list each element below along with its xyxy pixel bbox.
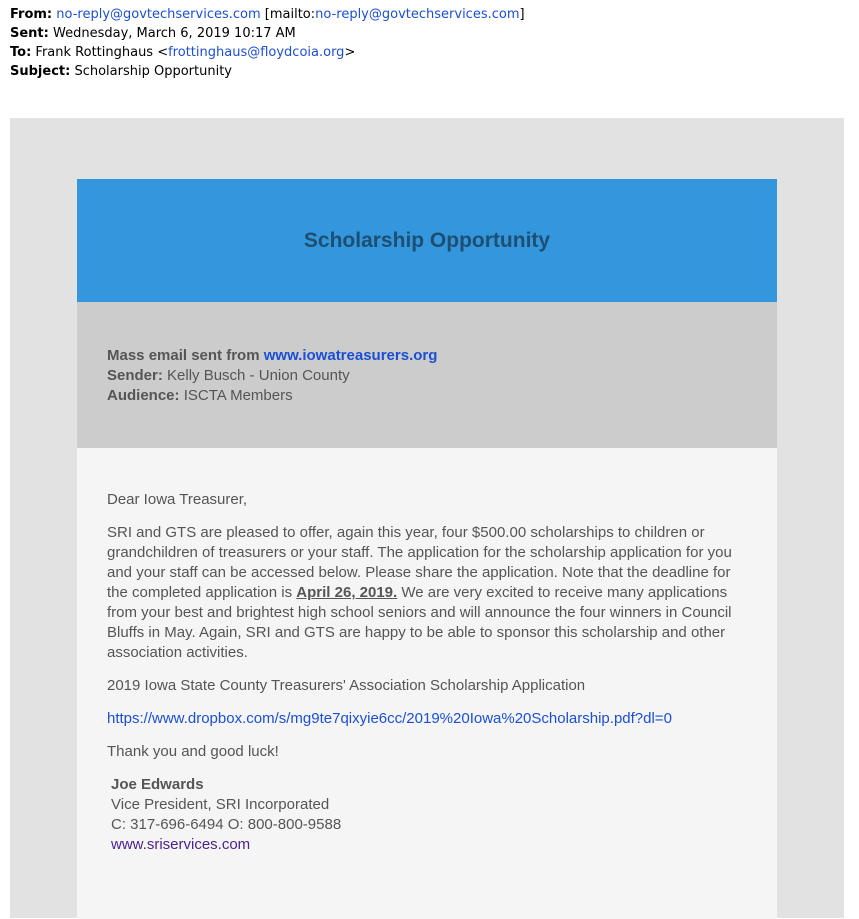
signature-title: Vice President, SRI Incorporated	[111, 796, 330, 813]
mailto-prefix: [mailto:	[264, 7, 316, 22]
application-title: 2019 Iowa State County Treasurers' Association Scholarship Application	[107, 677, 586, 694]
mass-email-line	[107, 346, 747, 366]
sender-label: Sender:	[107, 367, 163, 384]
to-suffix: >	[344, 45, 356, 60]
paragraph-part1: SRI and GTS are pleased to offer, again this year, four $500.00 scholarships to children or grandchildren of treasurers or your staff. The application for the scholarship application for you and your staff can be accessed below. Please share the application. Note that the deadline for the completed application is	[107, 524, 732, 601]
main-paragraph	[107, 523, 747, 663]
email-headers	[10, 5, 525, 81]
audience-value: ISCTA Members	[183, 387, 293, 404]
sender-value: Kelly Busch - Union County	[167, 367, 350, 384]
sriservices-link[interactable]: www.sriservices.com	[111, 836, 251, 853]
title-banner	[77, 179, 777, 302]
to-row	[10, 43, 525, 62]
subject-row	[10, 62, 525, 81]
signature-phones: C: 317-696-6494 O: 800-800-9588	[111, 816, 342, 833]
from-label: From:	[10, 7, 53, 22]
audience-label: Audience:	[107, 387, 180, 404]
audience-line	[107, 386, 747, 406]
signature-name: Joe Edwards	[111, 776, 204, 793]
to-name: Frank Rottinghaus <	[35, 45, 169, 60]
sender-line	[107, 366, 747, 386]
subject-label: Subject:	[10, 64, 71, 79]
subject-value: Scholarship Opportunity	[74, 64, 233, 79]
paragraph-part2: We are very excited to receive many applications from your best and brightest high school seniors and will announce the four winners in Council Bluffs in May. Again, SRI and GTS are happy to be able to sponsor this scholarship and other association activities.	[107, 584, 732, 661]
from-email-link[interactable]: no-reply@govtechservices.com	[56, 7, 261, 22]
info-box	[77, 302, 777, 448]
sent-label: Sent:	[10, 26, 49, 41]
application-dropbox-link[interactable]: https://www.dropbox.com/s/mg9te7qixyie6cc/2019%20Iowa%20Scholarship.pdf?dl=0	[107, 710, 672, 727]
mailto-email-link[interactable]: no-reply@govtechservices.com	[315, 7, 520, 22]
banner-title: Scholarship Opportunity	[303, 228, 551, 252]
email-card	[77, 179, 777, 919]
signature	[111, 775, 747, 855]
closing: Thank you and good luck!	[107, 743, 279, 760]
mass-label: Mass email sent from	[107, 347, 260, 364]
mailto-suffix: ]	[519, 7, 525, 22]
iowatreasurers-link[interactable]: www.iowatreasurers.org	[263, 347, 438, 364]
sent-value: Wednesday, March 6, 2019 10:17 AM	[53, 26, 296, 41]
to-label: To:	[10, 45, 32, 60]
greeting: Dear Iowa Treasurer,	[107, 491, 248, 508]
to-email-link[interactable]: frottinghaus@floydcoia.org	[168, 45, 345, 60]
sent-row	[10, 24, 525, 43]
deadline-date: April 26, 2019.	[296, 584, 398, 601]
from-row	[10, 5, 525, 24]
email-body	[77, 448, 777, 855]
